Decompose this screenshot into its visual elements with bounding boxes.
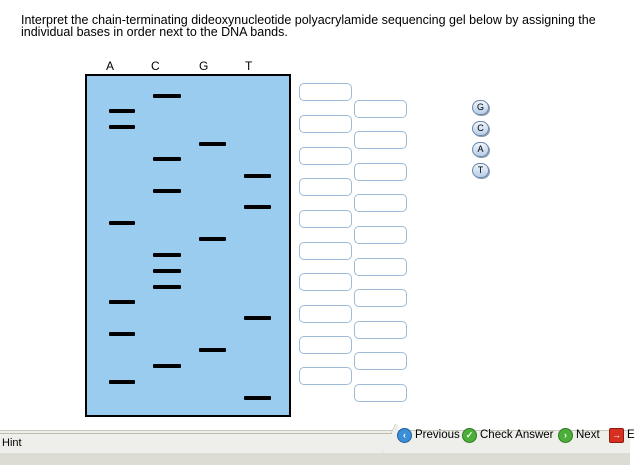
gel-band: [153, 157, 181, 161]
gel-band: [153, 253, 181, 257]
previous-button[interactable]: [397, 426, 460, 444]
gel-band: [244, 316, 271, 320]
sequencing-gel: [85, 74, 291, 417]
previous-arrow-icon: ‹: [397, 428, 412, 443]
answer-slot[interactable]: [299, 273, 352, 291]
hint-tab[interactable]: [0, 433, 392, 451]
answer-slot[interactable]: [299, 242, 352, 260]
chip-g[interactable]: G: [472, 100, 489, 115]
gel-band: [199, 237, 226, 241]
answer-slot[interactable]: [299, 367, 352, 385]
next-label: Next: [576, 429, 600, 441]
answer-slot[interactable]: [354, 321, 407, 339]
checkmark-icon: ✓: [462, 428, 477, 443]
lane-label-t: T: [245, 59, 253, 73]
chip-t[interactable]: T: [472, 163, 489, 178]
gel-band: [153, 364, 181, 368]
gel-band: [199, 348, 226, 352]
answer-slot[interactable]: [299, 210, 352, 228]
bottom-strip: [0, 453, 630, 465]
check-answer-label: Check Answer: [480, 429, 554, 441]
gel-band: [109, 380, 135, 384]
answer-slot[interactable]: [354, 131, 407, 149]
answer-slot[interactable]: [354, 226, 407, 244]
next-button[interactable]: [558, 426, 600, 444]
gel-band: [244, 174, 271, 178]
answer-slot[interactable]: [299, 147, 352, 165]
gel-band: [109, 332, 135, 336]
exit-door-icon: →: [609, 428, 624, 443]
answer-slot[interactable]: [299, 83, 352, 101]
question-text: Interpret the chain-terminating dideoxynucleotide polyacrylamide sequencing gel below by assigning the individual bases in order next to the DNA bands.: [21, 13, 596, 39]
answer-slot[interactable]: [299, 336, 352, 354]
exit-button[interactable]: [609, 426, 635, 444]
check-answer-button[interactable]: [462, 426, 554, 444]
answer-slot[interactable]: [299, 305, 352, 323]
next-arrow-icon: ›: [558, 428, 573, 443]
answer-slot[interactable]: [354, 384, 407, 402]
answer-slot[interactable]: [354, 194, 407, 212]
lane-label-g: G: [199, 59, 209, 73]
answer-slot[interactable]: [299, 115, 352, 133]
gel-band: [153, 94, 181, 98]
answer-slot[interactable]: [354, 100, 407, 118]
chip-c[interactable]: C: [472, 121, 489, 136]
gel-band: [109, 125, 135, 129]
answer-slot[interactable]: [299, 178, 352, 196]
gel-band: [244, 396, 271, 400]
chip-a[interactable]: A: [472, 142, 489, 157]
hint-label: Hint: [2, 437, 22, 449]
gel-band: [109, 300, 135, 304]
gel-band: [109, 221, 135, 225]
gel-band: [244, 205, 271, 209]
gel-band: [199, 142, 226, 146]
gel-band: [153, 285, 181, 289]
exit-label: E: [627, 429, 635, 441]
gel-band: [153, 269, 181, 273]
previous-label: Previous: [415, 429, 460, 441]
answer-slot[interactable]: [354, 289, 407, 307]
gel-band: [153, 189, 181, 193]
lane-label-c: C: [151, 59, 160, 73]
answer-slot[interactable]: [354, 163, 407, 181]
gel-band: [109, 109, 135, 113]
answer-slot[interactable]: [354, 352, 407, 370]
lane-label-a: A: [106, 59, 115, 73]
answer-slot[interactable]: [354, 258, 407, 276]
